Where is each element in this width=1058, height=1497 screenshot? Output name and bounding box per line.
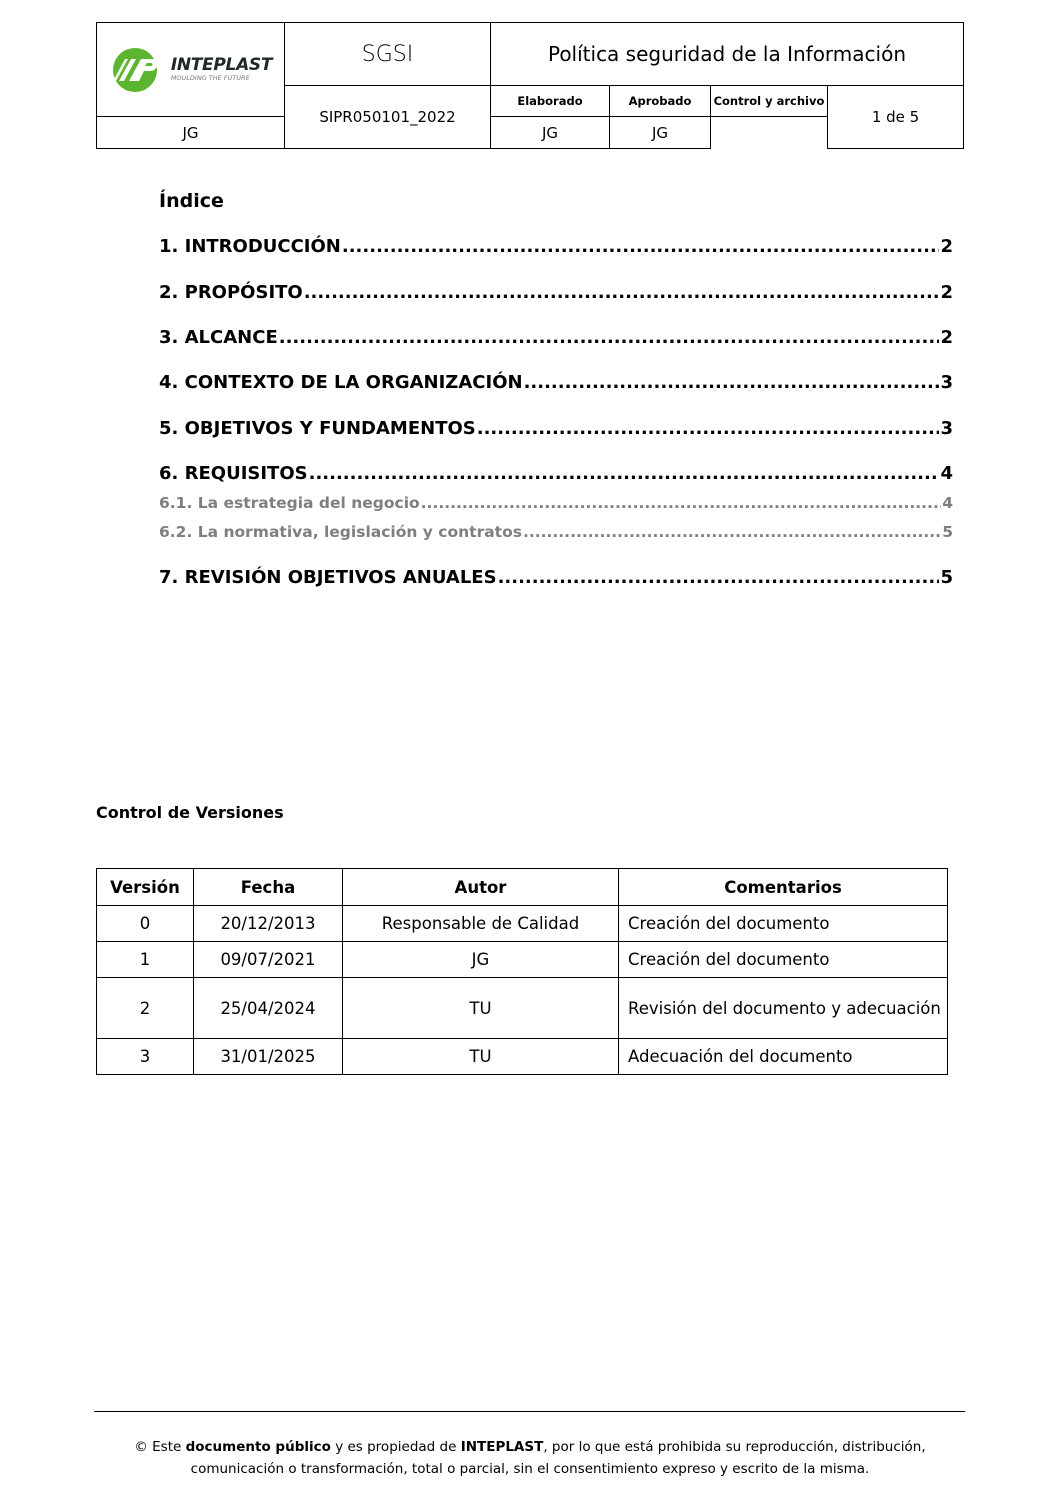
toc-entry-label: 6.1. La estrategia del negocio bbox=[159, 494, 420, 512]
comment-cell: Creación del documento bbox=[619, 906, 948, 942]
version-cell: 1 bbox=[97, 942, 194, 978]
date-cell: 20/12/2013 bbox=[194, 906, 343, 942]
footer-public-document: documento público bbox=[185, 1439, 331, 1455]
elaborado-label: Elaborado bbox=[491, 86, 610, 117]
toc-leader bbox=[304, 282, 940, 303]
footer-company: INTEPLAST bbox=[460, 1439, 544, 1455]
toc-entry-page: 4 bbox=[942, 494, 953, 512]
toc-leader bbox=[477, 418, 940, 439]
page-number: 1 de 5 bbox=[828, 86, 964, 149]
toc-entry-label: 6.2. La normativa, legislación y contratos bbox=[159, 523, 522, 541]
aprobado-label: Aprobado bbox=[610, 86, 711, 117]
table-row bbox=[97, 1039, 948, 1075]
toc-entry-label: 7. REVISIÓN OBJETIVOS ANUALES bbox=[159, 567, 497, 588]
toc-leader bbox=[523, 523, 941, 541]
toc-entry-page: 3 bbox=[940, 418, 953, 439]
toc-entry-page: 4 bbox=[940, 463, 953, 484]
logo-name: INTEPLAST bbox=[170, 55, 273, 75]
toc-leader bbox=[279, 327, 940, 348]
toc-entry[interactable] bbox=[159, 327, 953, 348]
toc-subentry[interactable] bbox=[159, 494, 953, 512]
toc-subentry[interactable] bbox=[159, 523, 953, 541]
version-cell: 2 bbox=[97, 978, 194, 1039]
system-name: SGSI bbox=[285, 23, 491, 86]
toc-entry-page: 5 bbox=[940, 567, 953, 588]
toc-leader bbox=[498, 567, 940, 588]
date-cell: 09/07/2021 bbox=[194, 942, 343, 978]
toc-entry-label: 5. OBJETIVOS Y FUNDAMENTOS bbox=[159, 418, 476, 439]
toc-entry-label: 4. CONTEXTO DE LA ORGANIZACIÓN bbox=[159, 372, 523, 393]
toc-entry-page: 3 bbox=[940, 372, 953, 393]
footer-notice bbox=[96, 1436, 964, 1480]
footer-text: , por lo que está prohibida su reproducción, distribución, comunicación o transformación, total o parcial, sin el consentimiento expreso y escrito de la misma. bbox=[190, 1439, 926, 1477]
table-row bbox=[97, 906, 948, 942]
toc-entry-label: 3. ALCANCE bbox=[159, 327, 278, 348]
column-header-version: Versión bbox=[97, 869, 194, 906]
index-title: Índice bbox=[159, 190, 224, 212]
logo-cell bbox=[97, 23, 285, 117]
toc-entry-page: 2 bbox=[940, 282, 953, 303]
date-cell: 31/01/2025 bbox=[194, 1039, 343, 1075]
toc-leader bbox=[421, 494, 942, 512]
control-archivo-label: Control y archivo bbox=[711, 86, 828, 117]
version-control-title: Control de Versiones bbox=[96, 803, 284, 822]
toc-entry[interactable] bbox=[159, 463, 953, 484]
toc-entry-label: 6. REQUISITOS bbox=[159, 463, 308, 484]
table-header-row bbox=[97, 869, 948, 906]
table-row bbox=[97, 978, 948, 1039]
inteplast-logo-icon bbox=[109, 47, 165, 93]
footer-divider bbox=[94, 1411, 965, 1412]
toc-entry[interactable] bbox=[159, 418, 953, 439]
version-cell: 0 bbox=[97, 906, 194, 942]
toc-entry[interactable] bbox=[159, 567, 953, 588]
aprobado-value: JG bbox=[491, 117, 610, 149]
document-title: Política seguridad de la Información bbox=[491, 23, 964, 86]
toc-leader bbox=[524, 372, 940, 393]
author-cell: TU bbox=[343, 978, 619, 1039]
footer-text: y es propiedad de bbox=[330, 1439, 461, 1455]
toc-entry[interactable] bbox=[159, 372, 953, 393]
toc-entry-label: 1. INTRODUCCIÓN bbox=[159, 236, 341, 257]
table-row bbox=[97, 942, 948, 978]
control-archivo-value: JG bbox=[610, 117, 711, 149]
column-header-author: Autor bbox=[343, 869, 619, 906]
toc-leader bbox=[309, 463, 940, 484]
toc-leader bbox=[342, 236, 940, 257]
document-header bbox=[96, 22, 964, 149]
version-table bbox=[96, 868, 948, 1075]
toc-entry-page: 2 bbox=[940, 236, 953, 257]
column-header-comments: Comentarios bbox=[619, 869, 948, 906]
toc-entry-page: 2 bbox=[940, 327, 953, 348]
author-cell: JG bbox=[343, 942, 619, 978]
comment-cell: Creación del documento bbox=[619, 942, 948, 978]
company-logo bbox=[97, 47, 284, 93]
logo-tagline: MOULDING THE FUTURE bbox=[170, 74, 250, 82]
toc-entry-page: 5 bbox=[942, 523, 953, 541]
toc-entry[interactable] bbox=[159, 282, 953, 303]
document-code: SIPR050101_2022 bbox=[285, 86, 491, 149]
version-cell: 3 bbox=[97, 1039, 194, 1075]
author-cell: TU bbox=[343, 1039, 619, 1075]
date-cell: 25/04/2024 bbox=[194, 978, 343, 1039]
toc-entry[interactable] bbox=[159, 236, 953, 257]
footer-text: © Este bbox=[134, 1439, 186, 1455]
elaborado-value: JG bbox=[97, 117, 285, 149]
comment-cell: Adecuación del documento bbox=[619, 1039, 948, 1075]
column-header-date: Fecha bbox=[194, 869, 343, 906]
author-cell: Responsable de Calidad bbox=[343, 906, 619, 942]
comment-cell: Revisión del documento y adecuación bbox=[619, 978, 948, 1039]
toc-entry-label: 2. PROPÓSITO bbox=[159, 282, 303, 303]
